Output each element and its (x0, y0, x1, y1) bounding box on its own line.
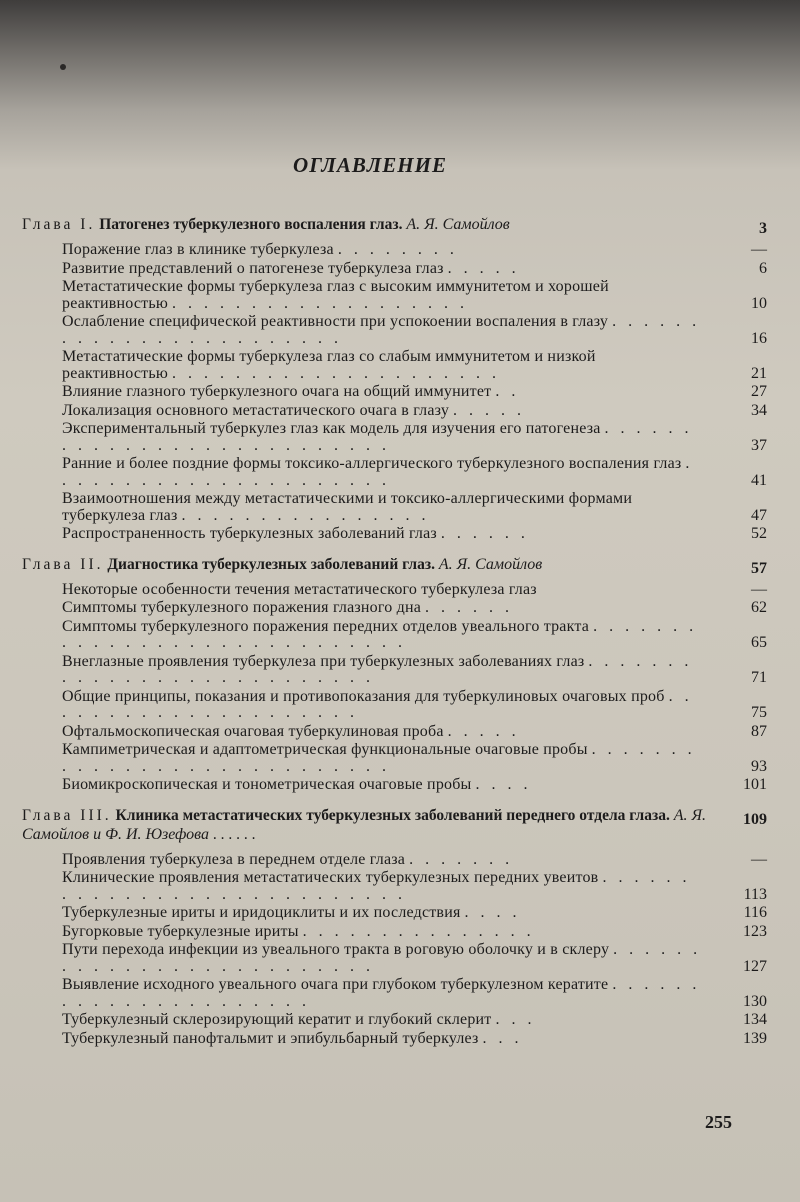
entry-page-number: 10 (751, 294, 767, 312)
entry-page-number: 87 (751, 722, 767, 740)
toc-entry (62, 491, 767, 524)
toc-entry (62, 942, 767, 975)
entry-list (22, 852, 767, 1048)
entry-title: Общие принципы, показания и противопоказания для туберкулиновых очаговых проб (62, 687, 665, 705)
entry-title: Выявление исходного увеального очага при глубоком туберкулезном кератите (62, 976, 609, 993)
toc-entry (62, 1012, 767, 1029)
toc-entry (62, 654, 767, 687)
entry-page-number: 47 (751, 506, 767, 524)
leader-dots: . . . . . (453, 401, 526, 419)
entry-page-number: 123 (743, 922, 767, 940)
leader-dots: . . . . . . . . . . . . . . . . . . . . . . . . . . . . (62, 741, 696, 775)
ink-speck (60, 64, 66, 70)
leader-dots: . . . . . . . . . . . . . . . . . . . . . . . . . . . (62, 420, 693, 454)
entry-list (22, 242, 767, 543)
entry-page-number: 116 (743, 904, 767, 921)
toc-entry (62, 261, 767, 278)
entry-page-number: 65 (751, 634, 767, 651)
page-number: 255 (705, 1112, 732, 1132)
leader-dots: . . . . . . . (409, 850, 514, 868)
toc-entry (62, 905, 767, 922)
toc-entry (62, 582, 767, 599)
chapter-title: Патогенез туберкулезного воспаления глаз. (99, 216, 403, 233)
entry-title: Поражение глаз в клинике туберкулеза (62, 241, 334, 258)
entry-title: Туберкулезный панофтальмит и эпибульбарный туберкулез (62, 1029, 479, 1047)
entry-page-number: 139 (743, 1029, 767, 1047)
leader-dots: . . (495, 383, 520, 400)
toc-entry (62, 852, 767, 869)
leader-dots: . . . . . . . . . . . . . . . . . . . . . (62, 687, 693, 721)
entry-page-number: 37 (751, 436, 767, 454)
toc-entry (62, 777, 767, 794)
entry-page-number: 127 (743, 957, 767, 975)
toc-entry (62, 1031, 767, 1048)
toc-entry (62, 456, 767, 489)
entry-title: Биомикроскопическая и тонометрическая очаговые пробы (62, 776, 472, 793)
entry-page-number: 71 (751, 669, 767, 686)
toc-entry (62, 619, 767, 652)
entry-page-number: 34 (751, 401, 767, 419)
toc-entry (62, 403, 767, 420)
entry-page-number: 21 (751, 364, 767, 382)
chapter-page-number: 109 (743, 810, 767, 828)
entry-title: Влияние глазного туберкулезного очага на общий иммунитет (62, 383, 492, 400)
toc-entry (62, 977, 767, 1010)
leader-dots: . . . . . . . . . . . . . . . . . . . . . . . . . . (62, 941, 702, 975)
entry-title: Внеглазные проявления туберкулеза при туберкулезных заболеваниях глаз (62, 652, 585, 670)
chapter-heading (22, 555, 767, 577)
toc-entry (62, 349, 767, 382)
entry-title: Бугорковые туберкулезные ириты (62, 922, 299, 940)
leader-dots: . . . . . . . . . . . . . . . (302, 922, 535, 940)
leader-dots: . . . (495, 1011, 536, 1028)
toc-entry (62, 421, 767, 454)
entry-title: Проявления туберкулеза в переднем отделе глаза (62, 850, 406, 868)
entry-title: Ранние и более поздние формы токсико-аллергического туберкулезного воспаления глаз (62, 455, 682, 472)
entry-title: Некоторые особенности течения метастатического туберкулеза глаз (62, 580, 537, 598)
page-title: ОГЛАВЛЕНИЕ (293, 153, 447, 177)
chapter-page-number: 57 (751, 559, 767, 577)
entry-title: Кампиметрическая и адаптометрическая функциональные очаговые пробы (62, 741, 588, 758)
entry-title: Офтальмоскопическая очаговая туберкулиновая проба (62, 722, 444, 740)
leader-dots: . . . . . . . . . . . . . . . . . . . . . . (62, 455, 694, 489)
entry-title: Экспериментальный туберкулез глаз как модель для изучения его патогенеза (62, 420, 601, 437)
leader-dots: . . . . . . . . . . . . . . . . . . . . . (171, 364, 500, 382)
toc-entry (62, 870, 767, 903)
leader-dots: . . . . . . . . . . . . . . . . . . . . . . . . . . . (62, 652, 693, 686)
leader-dots: . . . (482, 1029, 523, 1047)
toc-entry (62, 600, 767, 617)
entry-title: Локализация основного метастатического очага в глазу (62, 401, 450, 419)
chapter-heading (22, 215, 767, 237)
entry-list (22, 582, 767, 794)
entry-page-number: 130 (743, 992, 767, 1010)
entry-page-number: 113 (743, 885, 767, 903)
chapter-label: Глава III. (22, 806, 112, 824)
entry-title: Туберкулезные ириты и иридоциклиты и их последствия (62, 904, 461, 921)
leader-dots: . . . . . . . . . . . . . . . . . . . . . . . . . . . . (62, 869, 691, 903)
entry-title: Клинические проявления метастатических туберкулезных передних увеитов (62, 869, 599, 886)
toc-entry (62, 924, 767, 941)
toc-entry (62, 742, 767, 775)
entry-title: Метастатические формы туберкулеза глаз со слабым иммунитетом и низкой реактивностью (62, 348, 596, 382)
chapter-author: А. Я. Самойлов (438, 555, 543, 573)
chapter-author: А. Я. Самойлов (406, 216, 510, 233)
entry-page-number: 75 (751, 704, 767, 721)
chapter-page-number: 3 (759, 220, 767, 237)
entry-page-number: 52 (751, 525, 767, 542)
chapter-author: А. Я. Самойлов и Ф. И. Юзефова (22, 806, 707, 843)
entry-page-number: — (751, 850, 767, 868)
leader-dots: . . . . . (447, 259, 520, 277)
chapter-title: Клиника метастатических туберкулезных заболеваний переднего отдела глаза. (115, 806, 670, 824)
toc-entry (62, 689, 767, 722)
leader-dots: . . . . (475, 776, 532, 793)
chapter-label: Глава I. (22, 216, 96, 233)
entry-title: Метастатические формы туберкулеза глаз с высоким иммунитетом и хорошей реактивностью (62, 278, 609, 312)
entry-title: Симптомы туберкулезного поражения передних отделов увеального тракта (62, 617, 590, 635)
entry-page-number: 41 (751, 471, 767, 489)
leader-dots: . . . . . . (440, 525, 529, 542)
toc-entry (62, 279, 767, 312)
entry-page-number: 93 (751, 757, 767, 775)
leader-dots: . . . . . . (212, 825, 256, 843)
entry-title: Симптомы туберкулезного поражения глазного дна (62, 599, 422, 616)
leader-dots: . . . . . . . . (337, 241, 458, 258)
leader-dots: . . . . . . . . . . . . . . . . . . . . . . (62, 976, 701, 1010)
entry-title: Взаимоотношения между метастатическими и токсико-аллергическими формами туберкулеза глаз (62, 490, 633, 524)
entry-page-number: 27 (751, 383, 767, 400)
entry-page-number: — (751, 580, 767, 598)
leader-dots: . . . . . . . . . . . . . . . . . . . (171, 294, 468, 312)
chapter-title: Диагностика туберкулезных заболеваний глаз. (107, 555, 435, 573)
toc-entry (62, 526, 767, 543)
leader-dots: . . . . . (447, 722, 520, 740)
leader-dots: . . . . . . (425, 599, 514, 616)
table-of-contents (22, 205, 767, 1047)
entry-title: Туберкулезный склерозирующий кератит и глубокий склерит (62, 1011, 492, 1028)
leader-dots: . . . . . . . . . . . . . . . . . . . . . . . . (62, 313, 701, 347)
entry-page-number: 101 (743, 776, 767, 793)
entry-title: Развитие представлений о патогенезе туберкулеза глаз (62, 259, 444, 277)
entry-title: Пути перехода инфекции из увеального тракта в роговую оболочку и в склеру (62, 941, 610, 958)
toc-entry (62, 242, 767, 259)
leader-dots: . . . . . . . . . . . . . . . . . . . . . . . . . . . . . (62, 617, 698, 651)
entry-page-number: 16 (751, 329, 767, 347)
entry-title: Распространенность туберкулезных заболеваний глаз (62, 525, 437, 542)
toc-entry (62, 314, 767, 347)
leader-dots: . . . . . . . . . . . . . . . . (181, 506, 430, 524)
entry-title: Ослабление специфической реактивности при успокоении воспаления в глазу (62, 313, 609, 330)
toc-entry (62, 724, 767, 741)
chapter-heading (22, 806, 767, 844)
leader-dots: . . . . (464, 904, 521, 921)
entry-page-number: 62 (751, 599, 767, 616)
chapter-label: Глава II. (22, 555, 104, 573)
entry-page-number: 134 (743, 1011, 767, 1028)
toc-entry (62, 384, 767, 401)
entry-page-number: 6 (759, 259, 767, 277)
entry-page-number: — (751, 241, 767, 258)
